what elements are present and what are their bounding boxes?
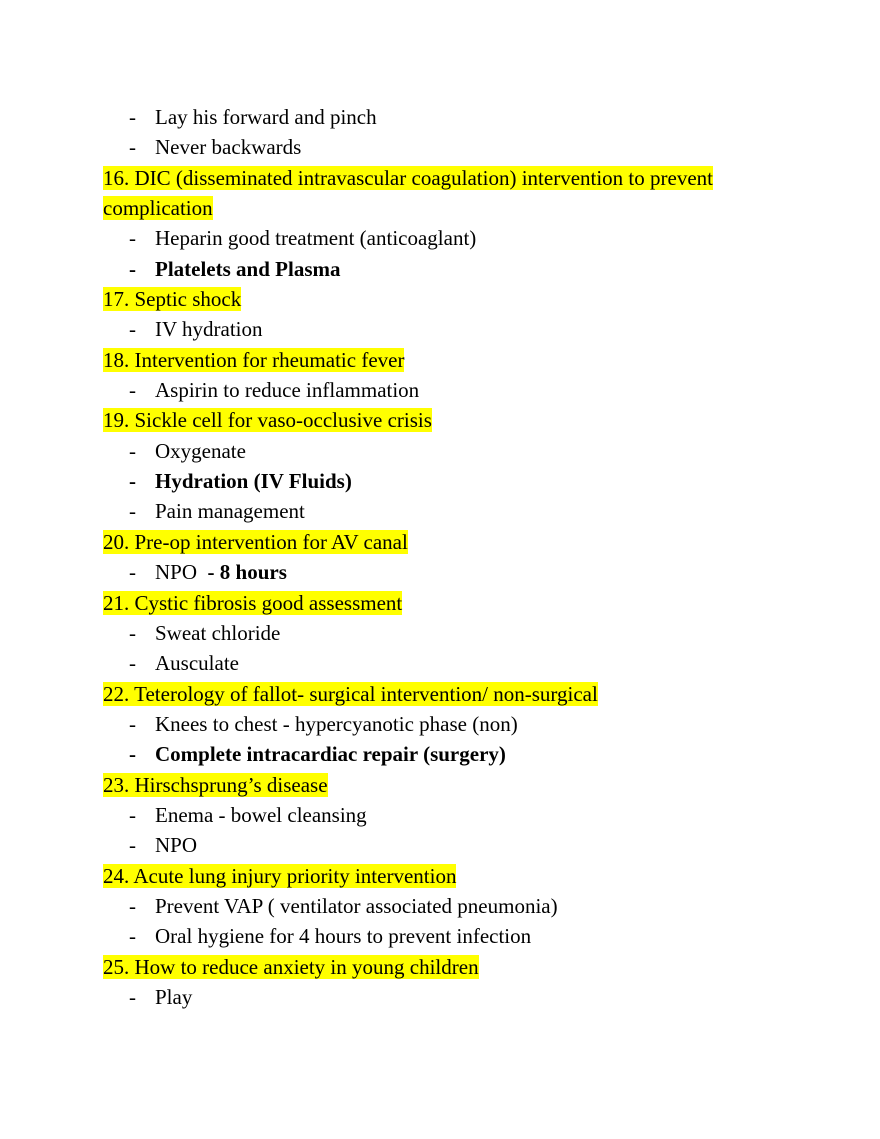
bullet-item xyxy=(103,830,715,860)
bullet-item xyxy=(103,618,715,648)
bullet-item xyxy=(103,132,715,162)
heading-text: 16. DIC (disseminated intravascular coagulation) intervention to prevent complication xyxy=(103,165,713,221)
bullet-item xyxy=(103,648,715,678)
section-heading xyxy=(103,770,715,800)
bullet-text: Hydration (IV Fluids) xyxy=(155,469,352,494)
heading-text: 24. Acute lung injury priority intervention xyxy=(103,863,457,888)
section-heading xyxy=(103,284,715,314)
bullet-text: Aspirin to reduce inflammation xyxy=(155,378,420,403)
dash-bullet-marker: - xyxy=(129,893,136,918)
dash-bullet-marker: - xyxy=(129,711,136,736)
dash-bullet-marker: - xyxy=(129,742,136,767)
bullet-text: Oral hygiene for 4 hours to prevent infection xyxy=(155,924,532,949)
bullet-item xyxy=(103,709,715,739)
heading-text: 22. Teterology of fallot- surgical intervention/ non-surgical xyxy=(103,681,598,706)
heading-text: 20. Pre-op intervention for AV canal xyxy=(103,529,408,554)
dash-bullet-marker: - xyxy=(129,560,136,585)
dash-bullet-marker: - xyxy=(129,226,136,251)
heading-text: 17. Septic shock xyxy=(103,287,242,312)
bullet-text: Oxygenate xyxy=(155,438,246,463)
bullet-text: Heparin good treatment (anticoaglant) xyxy=(155,226,477,251)
dash-bullet-marker: - xyxy=(129,135,136,160)
bullet-text: Platelets and Plasma xyxy=(155,256,341,281)
bullet-item xyxy=(103,375,715,405)
heading-text: 19. Sickle cell for vaso-occlusive crisis xyxy=(103,408,432,433)
bullet-text: Knees to chest - hypercyanotic phase (non) xyxy=(155,711,518,736)
dash-bullet-marker: - xyxy=(129,378,136,403)
bullet-text: NPO xyxy=(155,833,198,858)
dash-bullet-marker: - xyxy=(129,651,136,676)
bullet-item xyxy=(103,254,715,284)
bullet-text: Play xyxy=(155,984,193,1009)
heading-text: 23. Hirschsprung’s disease xyxy=(103,772,328,797)
bullet-text: NPO xyxy=(155,560,203,585)
section-heading xyxy=(103,163,715,224)
bullet-item xyxy=(103,982,715,1012)
bullet-bold-suffix: - 8 hours xyxy=(202,560,287,585)
dash-bullet-marker: - xyxy=(129,620,136,645)
dash-bullet-marker: - xyxy=(129,105,136,129)
dash-bullet-marker: - xyxy=(129,924,136,949)
bullet-text: Complete intracardiac repair (surgery) xyxy=(155,742,506,767)
dash-bullet-marker: - xyxy=(129,469,136,494)
bullet-item xyxy=(103,921,715,951)
dash-bullet-marker: - xyxy=(129,833,136,858)
heading-text: 21. Cystic fibrosis good assessment xyxy=(103,590,403,615)
section-heading xyxy=(103,588,715,618)
bullet-item xyxy=(103,436,715,466)
bullet-text: Never backwards xyxy=(155,135,302,160)
document-page xyxy=(103,102,715,1012)
bullet-item xyxy=(103,223,715,253)
bullet-text: Prevent VAP ( ventilator associated pneumonia) xyxy=(155,893,558,918)
section-heading xyxy=(103,345,715,375)
section-heading xyxy=(103,679,715,709)
dash-bullet-marker: - xyxy=(129,256,136,281)
bullet-text: Sweat chloride xyxy=(155,620,281,645)
heading-text: 18. Intervention for rheumatic fever xyxy=(103,347,405,372)
section-heading xyxy=(103,527,715,557)
bullet-item xyxy=(103,496,715,526)
bullet-text: Ausculate xyxy=(155,651,239,676)
bullet-item xyxy=(103,800,715,830)
bullet-item xyxy=(103,557,715,587)
bullet-item xyxy=(103,466,715,496)
bullet-text: Enema - bowel cleansing xyxy=(155,802,367,827)
bullet-text: Pain management xyxy=(155,499,305,524)
section-heading xyxy=(103,952,715,982)
bullet-item xyxy=(103,102,715,132)
dash-bullet-marker: - xyxy=(129,802,136,827)
dash-bullet-marker: - xyxy=(129,438,136,463)
bullet-item xyxy=(103,739,715,769)
bullet-item xyxy=(103,314,715,344)
section-heading xyxy=(103,861,715,891)
bullet-item xyxy=(103,891,715,921)
dash-bullet-marker: - xyxy=(129,499,136,524)
dash-bullet-marker: - xyxy=(129,984,136,1009)
heading-text: 25. How to reduce anxiety in young children xyxy=(103,954,479,979)
section-heading xyxy=(103,405,715,435)
dash-bullet-marker: - xyxy=(129,317,136,342)
bullet-text: IV hydration xyxy=(155,317,263,342)
bullet-text: Lay his forward and pinch xyxy=(155,105,377,129)
